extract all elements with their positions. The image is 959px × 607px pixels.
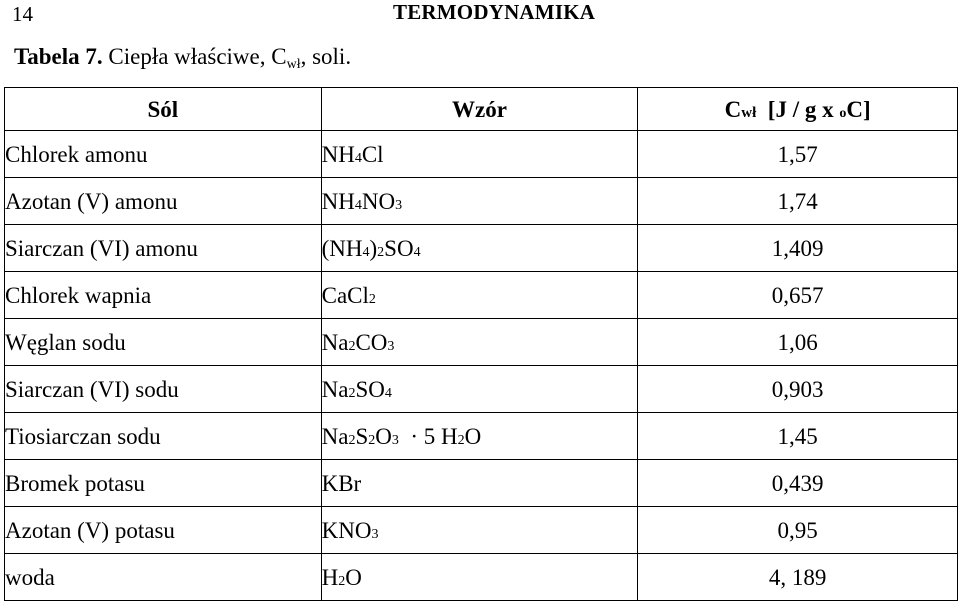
specific-heat-value: 1,06: [638, 319, 958, 366]
formula-text: NH 4 NO 3: [321, 188, 403, 214]
salt-formula: [321, 413, 638, 460]
salt-name: Siarczan (VI) amonu: [5, 225, 322, 272]
specific-heat-value: 0,439: [638, 460, 958, 507]
formula-part: Na: [321, 423, 349, 449]
formula-text: Na 2 S 2 O 3 · 5 H 2 O: [321, 423, 482, 449]
salt-formula: [321, 178, 638, 225]
table-row: [5, 319, 958, 366]
salt-formula: [321, 319, 638, 366]
salt-formula: [321, 225, 638, 272]
salt-name: Chlorek wapnia: [5, 272, 322, 319]
table-row: [5, 413, 958, 460]
salt-name: Chlorek amonu: [5, 131, 322, 178]
formula-part: [J / g x: [756, 96, 840, 122]
header-heat: [638, 88, 958, 131]
specific-heat-value: 1,57: [638, 131, 958, 178]
specific-heat-value: 0,95: [638, 507, 958, 554]
salt-name: Siarczan (VI) sodu: [5, 366, 322, 413]
formula-part: ): [369, 235, 378, 261]
formula-text: [322, 472, 362, 495]
formula-text: H 2 O: [321, 564, 362, 590]
salt-name: Azotan (V) amonu: [5, 178, 322, 225]
header-salt: Sól: [5, 88, 322, 131]
formula-part: O: [375, 423, 392, 449]
table-row: [5, 554, 958, 601]
formula-part: KNO: [321, 517, 372, 543]
salt-name: Węglan sodu: [5, 319, 322, 366]
caption-text-end: , soli.: [300, 44, 352, 69]
table-row: [5, 366, 958, 413]
specific-heat-value: 1,45: [638, 413, 958, 460]
formula-text: CaCl 2: [321, 282, 376, 308]
formula-part: NO: [361, 188, 396, 214]
formula-part: CO: [355, 329, 388, 355]
formula-part: NH: [321, 188, 355, 214]
formula-text: (NH 4 ) 2 SO 4: [321, 235, 421, 261]
formula-part: S: [355, 423, 369, 449]
formula-part: SO: [384, 235, 414, 261]
table-caption: [14, 44, 351, 70]
page-number: 14: [12, 2, 33, 26]
salt-formula: [321, 507, 638, 554]
formula-part: O: [464, 423, 482, 449]
formula-part: SO: [355, 376, 385, 402]
specific-heat-value: 0,657: [638, 272, 958, 319]
formula-part: C]: [846, 96, 871, 122]
specific-heat-value: 1,74: [638, 178, 958, 225]
table-row: [5, 460, 958, 507]
salt-name: Bromek potasu: [5, 460, 322, 507]
table-header-row: [5, 88, 958, 131]
header-formula: Wzór: [321, 88, 638, 131]
salt-name: Azotan (V) potasu: [5, 507, 322, 554]
specific-heat-value: 0,903: [638, 366, 958, 413]
table-row: [5, 131, 958, 178]
salt-formula: [321, 131, 638, 178]
header-heat-text: C wł [J / g x o C]: [724, 96, 871, 122]
formula-part: CaCl: [321, 282, 369, 308]
formula-part: Na: [321, 329, 349, 355]
formula-part: Cl: [361, 141, 384, 167]
table-row: [5, 272, 958, 319]
running-title: TERMODYNAMIKA: [393, 0, 596, 24]
salt-formula: [321, 272, 638, 319]
specific-heat-value: 1,409: [638, 225, 958, 272]
salt-name: Tiosiarczan sodu: [5, 413, 322, 460]
formula-text: KNO 3: [321, 517, 379, 543]
salt-formula: [321, 460, 638, 507]
formula-text: Na 2 CO 3: [321, 329, 395, 355]
salt-name: woda: [5, 554, 322, 601]
caption-text: Ciepła właściwe, C: [108, 44, 287, 69]
formula-part: C: [724, 96, 742, 122]
formula-part: KBr: [321, 470, 362, 496]
formula-text: NH 4 Cl: [321, 141, 384, 167]
salt-formula: [321, 366, 638, 413]
formula-part: O: [345, 564, 362, 590]
table-row: [5, 507, 958, 554]
formula-part: NH: [321, 141, 355, 167]
specific-heat-value: 4, 189: [638, 554, 958, 601]
formula-part: H: [321, 564, 339, 590]
caption-subscript: wł: [286, 57, 301, 72]
salt-formula: [321, 554, 638, 601]
table-row: [5, 225, 958, 272]
specific-heat-table: [4, 87, 958, 601]
table-row: [5, 178, 958, 225]
caption-label: Tabela 7.: [14, 44, 103, 69]
formula-part: (NH: [321, 235, 363, 261]
formula-part: Na: [321, 376, 349, 402]
formula-part: · 5 H: [398, 423, 458, 449]
formula-text: Na 2 SO 4: [321, 376, 392, 402]
